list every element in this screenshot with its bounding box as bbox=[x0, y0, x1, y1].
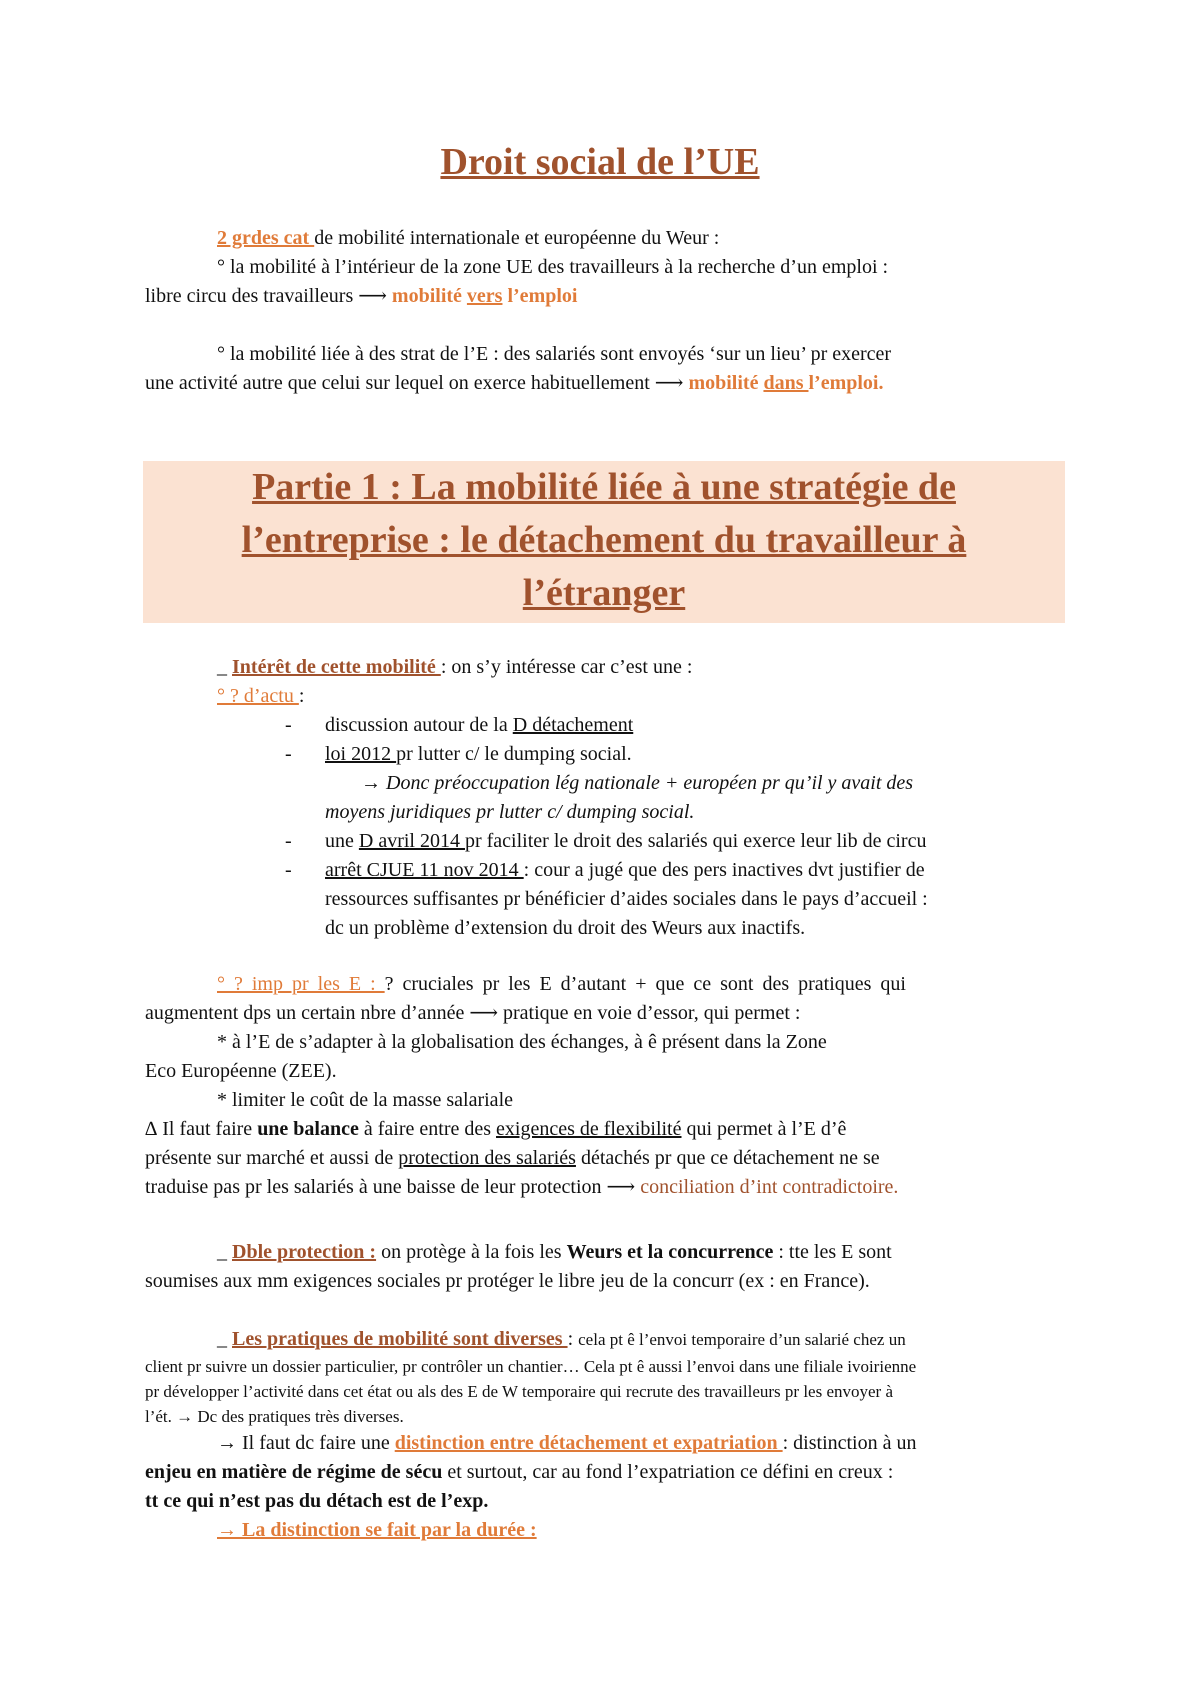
intro-p2-mobilite: mobilité bbox=[688, 372, 764, 394]
item-2-arrow-line-2: moyens juridiques pr lutter c/ dumping social. bbox=[325, 801, 695, 823]
imp-line-7 bbox=[145, 1144, 1063, 1173]
intro-p1-vers: vers bbox=[466, 285, 503, 307]
pratiques-l5-distinction: distinction entre détachement et expatriation bbox=[394, 1432, 783, 1454]
imp-l7-c: détachés pr que ce détachement ne se bbox=[575, 1147, 880, 1169]
document-title: Droit social de l’UE bbox=[440, 141, 760, 183]
pratiques-prefix: _ bbox=[217, 1328, 232, 1350]
interet-section bbox=[145, 653, 1063, 943]
pratiques-l8-duree: → La distinction se fait par la durée : bbox=[217, 1519, 537, 1541]
imp-section bbox=[145, 970, 1063, 1202]
pratiques-l5-a: → Il faut dc faire une bbox=[217, 1432, 395, 1454]
pratiques-line-4: l’ét. → Dc des pratiques très diverses. bbox=[145, 1407, 404, 1426]
intro-p2-emploi: l’emploi. bbox=[808, 372, 884, 394]
item-4-line-2: ressources suffisantes pr bénéficier d’aides sociales dans le pays d’accueil : bbox=[325, 888, 928, 910]
imp-line-2: augmentent dps un certain nbre d’année ⟶ pratique en voie d’essor, qui permet : bbox=[145, 1002, 801, 1024]
imp-line-6 bbox=[145, 1115, 1063, 1144]
partie-1-title-line-2: l’entreprise : le détachement du travailleur à bbox=[241, 519, 967, 561]
item-4-arret: arrêt CJUE 11 nov 2014 bbox=[325, 859, 524, 881]
item-3-directive: D avril 2014 bbox=[358, 830, 465, 852]
pratiques-line-5 bbox=[145, 1429, 1063, 1458]
imp-l8-conciliation: conciliation d’int contradictoire. bbox=[640, 1176, 899, 1198]
list-item bbox=[145, 711, 1063, 740]
pratiques-l5-c: : distinction à un bbox=[782, 1432, 917, 1454]
list-item bbox=[145, 740, 1063, 769]
item-1-link-text: D détachement bbox=[512, 714, 634, 736]
intro-section bbox=[145, 224, 1063, 398]
imp-line-4: Eco Européenne (ZEE). bbox=[145, 1060, 337, 1082]
actu-label: ° ? d’actu bbox=[217, 685, 299, 707]
pratiques-line-1 bbox=[145, 1325, 1063, 1354]
pratiques-l6-a: enjeu en matière de régime de sécu bbox=[145, 1461, 443, 1483]
interet-heading bbox=[145, 653, 1063, 682]
list-item bbox=[145, 827, 1063, 856]
imp-l6-a: ∆ Il faut faire bbox=[145, 1118, 258, 1140]
dble-l1-a: on protège à la fois les bbox=[376, 1241, 567, 1263]
intro-p1-mobilite: mobilité bbox=[391, 285, 467, 307]
actu-colon: : bbox=[298, 685, 305, 707]
dble-line-2: soumises aux mm exigences sociales pr protéger le libre jeu de la concurr (ex : en France). bbox=[145, 1270, 870, 1292]
intro-cat-label: 2 grdes cat bbox=[217, 227, 315, 249]
imp-l8-a: traduise pas pr les salariés à une baisse de leur protection ⟶ bbox=[145, 1176, 641, 1198]
imp-line-1-rest: ? cruciales pr les E d’autant + que ce sont des pratiques qui bbox=[384, 973, 906, 995]
pratiques-line-8 bbox=[145, 1516, 1063, 1545]
intro-p2-text: une activité autre que celui sur lequel on exerce habituellement ⟶ bbox=[145, 372, 689, 394]
dble-line-1 bbox=[145, 1238, 1063, 1267]
item-4-line-3: dc un problème d’extension du droit des Weurs aux inactifs. bbox=[325, 917, 806, 939]
dash-bullet: - bbox=[285, 830, 292, 852]
intro-p2-line2 bbox=[145, 369, 1063, 398]
dash-bullet: - bbox=[285, 859, 292, 881]
pratiques-line-7: tt ce qui n’est pas du détach est de l’exp. bbox=[145, 1490, 489, 1512]
dble-label: Dble protection : bbox=[232, 1241, 377, 1263]
imp-line-3: * à l’E de s’adapter à la globalisation des échanges, à ê présent dans la Zone bbox=[217, 1031, 827, 1053]
actu-heading bbox=[145, 682, 1063, 711]
interet-rest: : on s’y intéresse car c’est une : bbox=[440, 656, 693, 678]
item-2-text: pr lutter c/ le dumping social. bbox=[396, 743, 632, 765]
imp-l6-balance: une balance bbox=[257, 1118, 359, 1140]
intro-p2-dans: dans bbox=[763, 372, 809, 394]
dble-prefix: _ bbox=[217, 1241, 232, 1263]
imp-line-8 bbox=[145, 1173, 1063, 1202]
imp-l7-protection: protection des salariés bbox=[398, 1147, 576, 1169]
imp-l6-e: qui permet à l’E d’ê bbox=[681, 1118, 847, 1140]
imp-label: ° ? imp pr les E : bbox=[217, 973, 385, 995]
item-2-loi: loi 2012 bbox=[325, 743, 397, 765]
pratiques-line-2: client pr suivre un dossier particulier, pr contrôler un chantier… Cela pt ê aussi l’envoi dans une filiale ivoirienne bbox=[145, 1357, 917, 1376]
intro-p2-line1: ° la mobilité liée à des strat de l’E : des salariés sont envoyés ‘sur un lieu’ pr exercer bbox=[217, 343, 892, 365]
intro-p1-line2 bbox=[145, 282, 1063, 311]
intro-p1-line1: ° la mobilité à l’intérieur de la zone UE des travailleurs à la recherche d’un emploi : bbox=[217, 256, 889, 278]
pratiques-l1-rest: cela pt ê l’envoi temporaire d’un salarié chez un bbox=[578, 1330, 906, 1349]
item-3-text-a: une bbox=[325, 830, 359, 852]
partie-1-title bbox=[143, 461, 1065, 620]
dble-l1-b: Weurs et la concurrence bbox=[566, 1241, 774, 1263]
dble-l1-c: : tte les E sont bbox=[773, 1241, 892, 1263]
dash-bullet: - bbox=[285, 714, 292, 736]
item-2-arrow-line-1: → Donc préoccupation lég nationale + européen pr qu’il y avait des bbox=[361, 772, 914, 794]
item-3-text-c: pr faciliter le droit des salariés qui exerce leur lib de circu bbox=[464, 830, 927, 852]
list-item bbox=[145, 856, 1063, 885]
imp-l6-c: à faire entre des bbox=[358, 1118, 497, 1140]
intro-line-1 bbox=[145, 224, 1063, 253]
interet-label: Intérêt de cette mobilité bbox=[232, 656, 441, 678]
imp-l7-a: présente sur marché et aussi de bbox=[145, 1147, 399, 1169]
partie-1-title-line-1: Partie 1 : La mobilité liée à une stratégie de bbox=[252, 466, 956, 508]
dble-section bbox=[145, 1238, 1063, 1296]
dash-bullet: - bbox=[285, 743, 292, 765]
item-4-text: : cour a jugé que des pers inactives dvt justifier de bbox=[523, 859, 925, 881]
partie-1-title-line-3: l’étranger bbox=[522, 572, 686, 614]
imp-l6-flexibilite: exigences de flexibilité bbox=[496, 1118, 682, 1140]
imp-line-1 bbox=[145, 970, 1063, 999]
intro-cat-rest: de mobilité internationale et européenne du Weur : bbox=[314, 227, 720, 249]
interet-prefix: _ bbox=[217, 656, 232, 678]
pratiques-section bbox=[145, 1325, 1063, 1545]
pratiques-line-3: pr développer l’activité dans cet état ou als des E de W temporaire qui recrute des travailleurs pr les envoyer à bbox=[145, 1382, 894, 1401]
imp-line-5: * limiter le coût de la masse salariale bbox=[217, 1089, 513, 1111]
intro-p1-text: libre circu des travailleurs ⟶ bbox=[145, 285, 392, 307]
pratiques-label: Les pratiques de mobilité sont diverses bbox=[232, 1328, 568, 1350]
pratiques-colon: : bbox=[567, 1328, 579, 1350]
intro-p1-emploi: l’emploi bbox=[502, 285, 578, 307]
pratiques-l6-b: et surtout, car au fond l’expatriation ce défini en creux : bbox=[442, 1461, 894, 1483]
item-1-text: discussion autour de la bbox=[325, 714, 513, 736]
pratiques-line-6 bbox=[145, 1458, 1063, 1487]
